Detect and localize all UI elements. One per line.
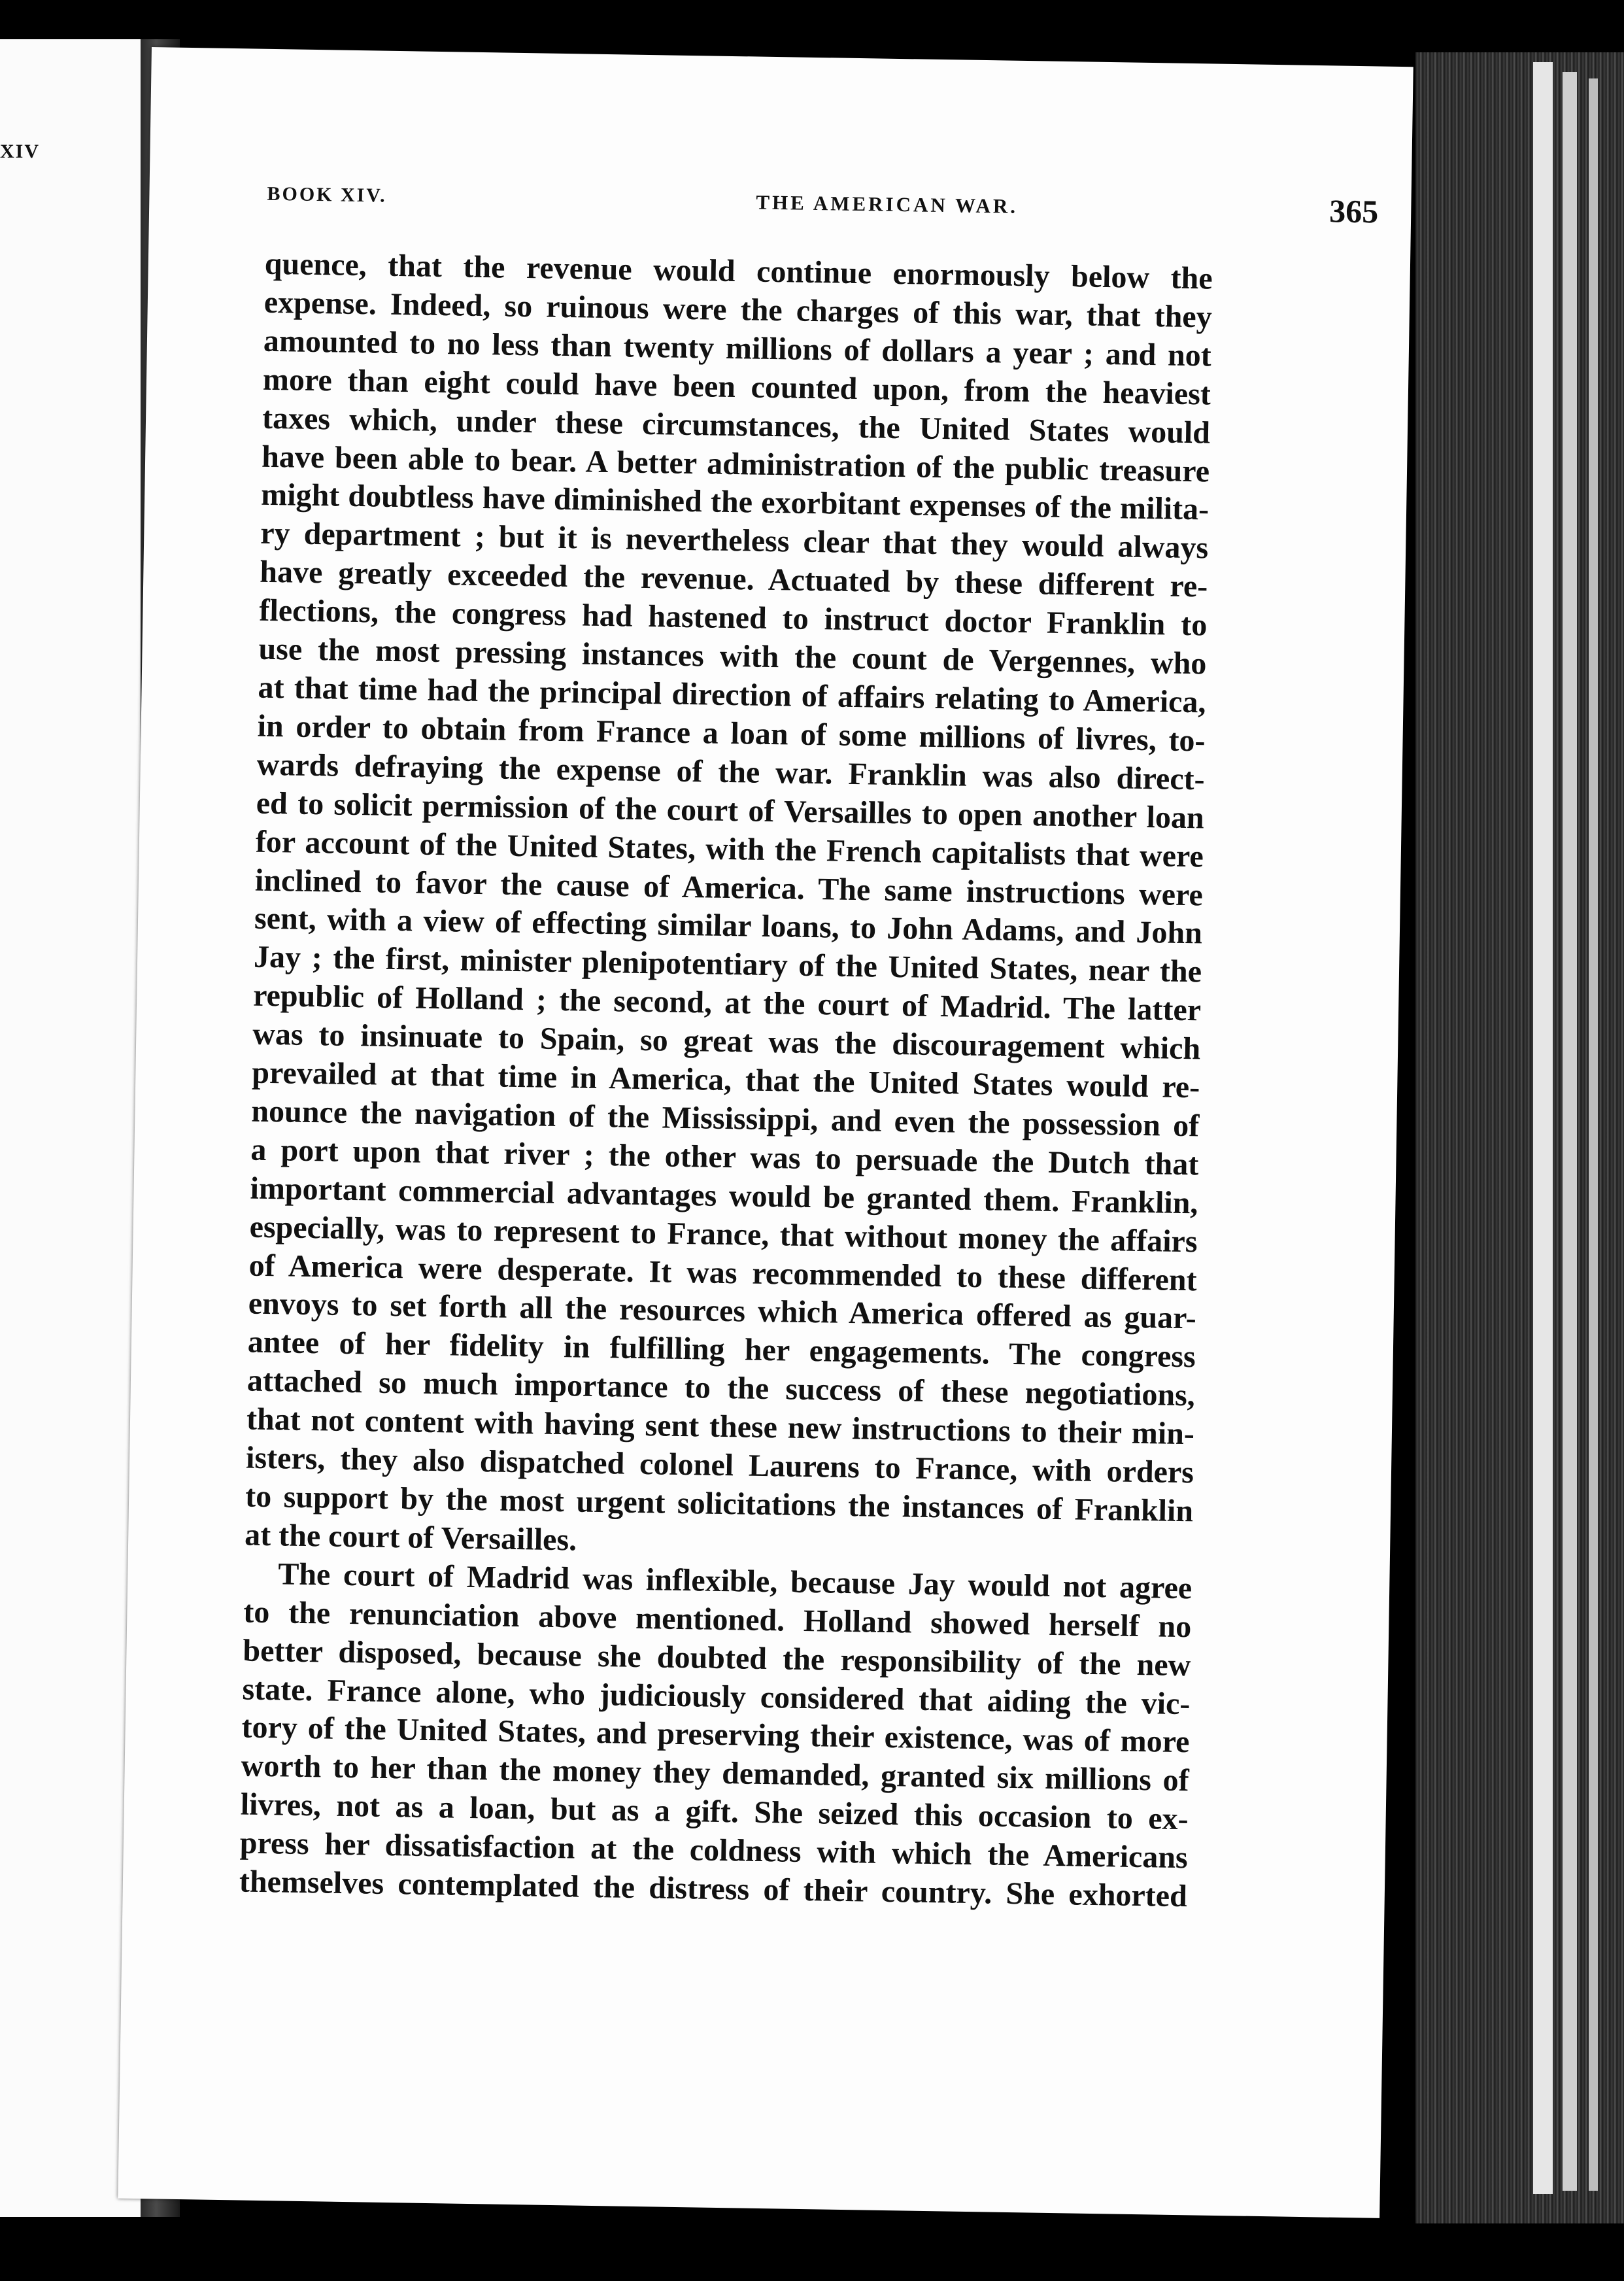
text-line: inclined to favor the cause of America. The same instructions were <box>254 863 1204 912</box>
text-line: isters, they also dispatched colonel Laurens to France, with orders <box>245 1440 1194 1490</box>
text-line: that not content with having sent these new instructions to their min- <box>246 1401 1195 1452</box>
text-line: taxes which, under these circumstances, the United States would <box>262 400 1211 451</box>
text-line: better disposed, because she doubted the responsibility of the new <box>243 1633 1191 1683</box>
text-line: envoys to set forth all the resources which America offered as guar- <box>248 1286 1197 1336</box>
text-line: have been able to bear. A better administration of the public treasure <box>261 439 1210 489</box>
text-line: to the renunciation above mentioned. Holland showed herself no <box>243 1594 1192 1644</box>
page-edge-strip <box>1533 62 1553 2194</box>
text-line: important commercial advantages would be granted them. Franklin, <box>250 1171 1198 1221</box>
text-line: tory of the United States, and preserving their existence, was of more <box>241 1709 1190 1760</box>
text-line: wards defraying the expense of the war. Franklin was also direct- <box>256 747 1206 797</box>
text-line: Jay ; the first, minister plenipotentiary of the United States, near the <box>253 939 1202 989</box>
text-line: have greatly exceeded the revenue. Actuated by these different re- <box>259 554 1208 604</box>
paragraph <box>239 1554 1192 1916</box>
book-page <box>118 47 1413 2218</box>
text-line: ed to solicit permission of the court of Versailles to open another loan <box>256 785 1205 836</box>
facing-page-left <box>0 39 141 2217</box>
text-line: amounted to no less than twenty millions of dollars a year ; and not <box>263 323 1212 373</box>
text-line: sent, with a view of effecting similar loans, to John Adams, and John <box>254 901 1203 951</box>
page-edge-strip <box>1589 78 1598 2191</box>
text-line: nounce the navigation of the Mississippi, and even the possession of <box>251 1093 1200 1144</box>
body-text <box>239 245 1213 1916</box>
paragraph <box>245 245 1213 1569</box>
text-line: for account of the United States, with the French capitalists that were <box>255 824 1204 874</box>
book-number: BOOK XIV. <box>267 182 387 207</box>
text-line: might doubtless have diminished the exorbitant expenses of the milita- <box>260 477 1210 527</box>
text-line: worth to her than the money they demanded, granted six millions of <box>241 1748 1189 1798</box>
text-line: use the most pressing instances with the count de Vergennes, who <box>258 631 1207 681</box>
text-line: republic of Holland ; the second, at the court of Madrid. The latter <box>252 978 1202 1028</box>
facing-page-running-head: XIV <box>0 141 41 162</box>
text-line: expense. Indeed, so ruinous were the charges of this war, that they <box>263 284 1213 335</box>
text-line: at the court of Versailles. <box>244 1517 577 1558</box>
text-line: more than eight could have been counted upon, from the heaviest <box>262 362 1211 412</box>
page-number: 365 <box>1328 192 1379 230</box>
text-line: at that time had the principal direction of affairs relating to America, <box>258 670 1206 720</box>
text-line: a port upon that river ; the other was to persuade the Dutch that <box>250 1132 1199 1182</box>
text-line: attached so much importance to the success of these negotiations, <box>246 1363 1196 1413</box>
text-line: The court of Madrid was inflexible, because Jay would not agree <box>277 1556 1193 1606</box>
text-line: prevailed at that time in America, that the United States would re- <box>251 1055 1200 1105</box>
text-line: ry department ; but it is nevertheless clear that they would always <box>260 516 1209 566</box>
text-line: to support by the most urgent solicitations the instances of Franklin <box>245 1479 1194 1529</box>
page-edge-strip <box>1563 72 1577 2191</box>
text-line: livres, not as a loan, but as a gift. She seized this occasion to ex- <box>240 1787 1189 1837</box>
text-line: press her dissatisfaction at the coldness with which the Americans <box>239 1825 1189 1876</box>
text-line: antee of her fidelity in fulfilling her engagements. The congress <box>247 1324 1196 1375</box>
text-line: themselves contemplated the distress of their country. She exhorted <box>239 1864 1188 1914</box>
chapter-title: THE AMERICAN WAR. <box>756 190 1019 218</box>
text-line: was to insinuate to Spain, so great was the discouragement which <box>252 1016 1201 1067</box>
text-line: in order to obtain from France a loan of some millions of livres, to- <box>257 708 1206 759</box>
text-line: especially, was to represent to France, that without money the affairs <box>249 1209 1198 1260</box>
text-line: state. France alone, who judiciously considered that aiding the vic- <box>242 1672 1191 1721</box>
running-head <box>267 183 1379 240</box>
text-line: quence, that the revenue would continue enormously below the <box>264 246 1213 296</box>
text-line: flections, the congress had hastened to instruct doctor Franklin to <box>259 592 1208 643</box>
text-line: of America were desperate. It was recommended to these different <box>248 1248 1197 1297</box>
